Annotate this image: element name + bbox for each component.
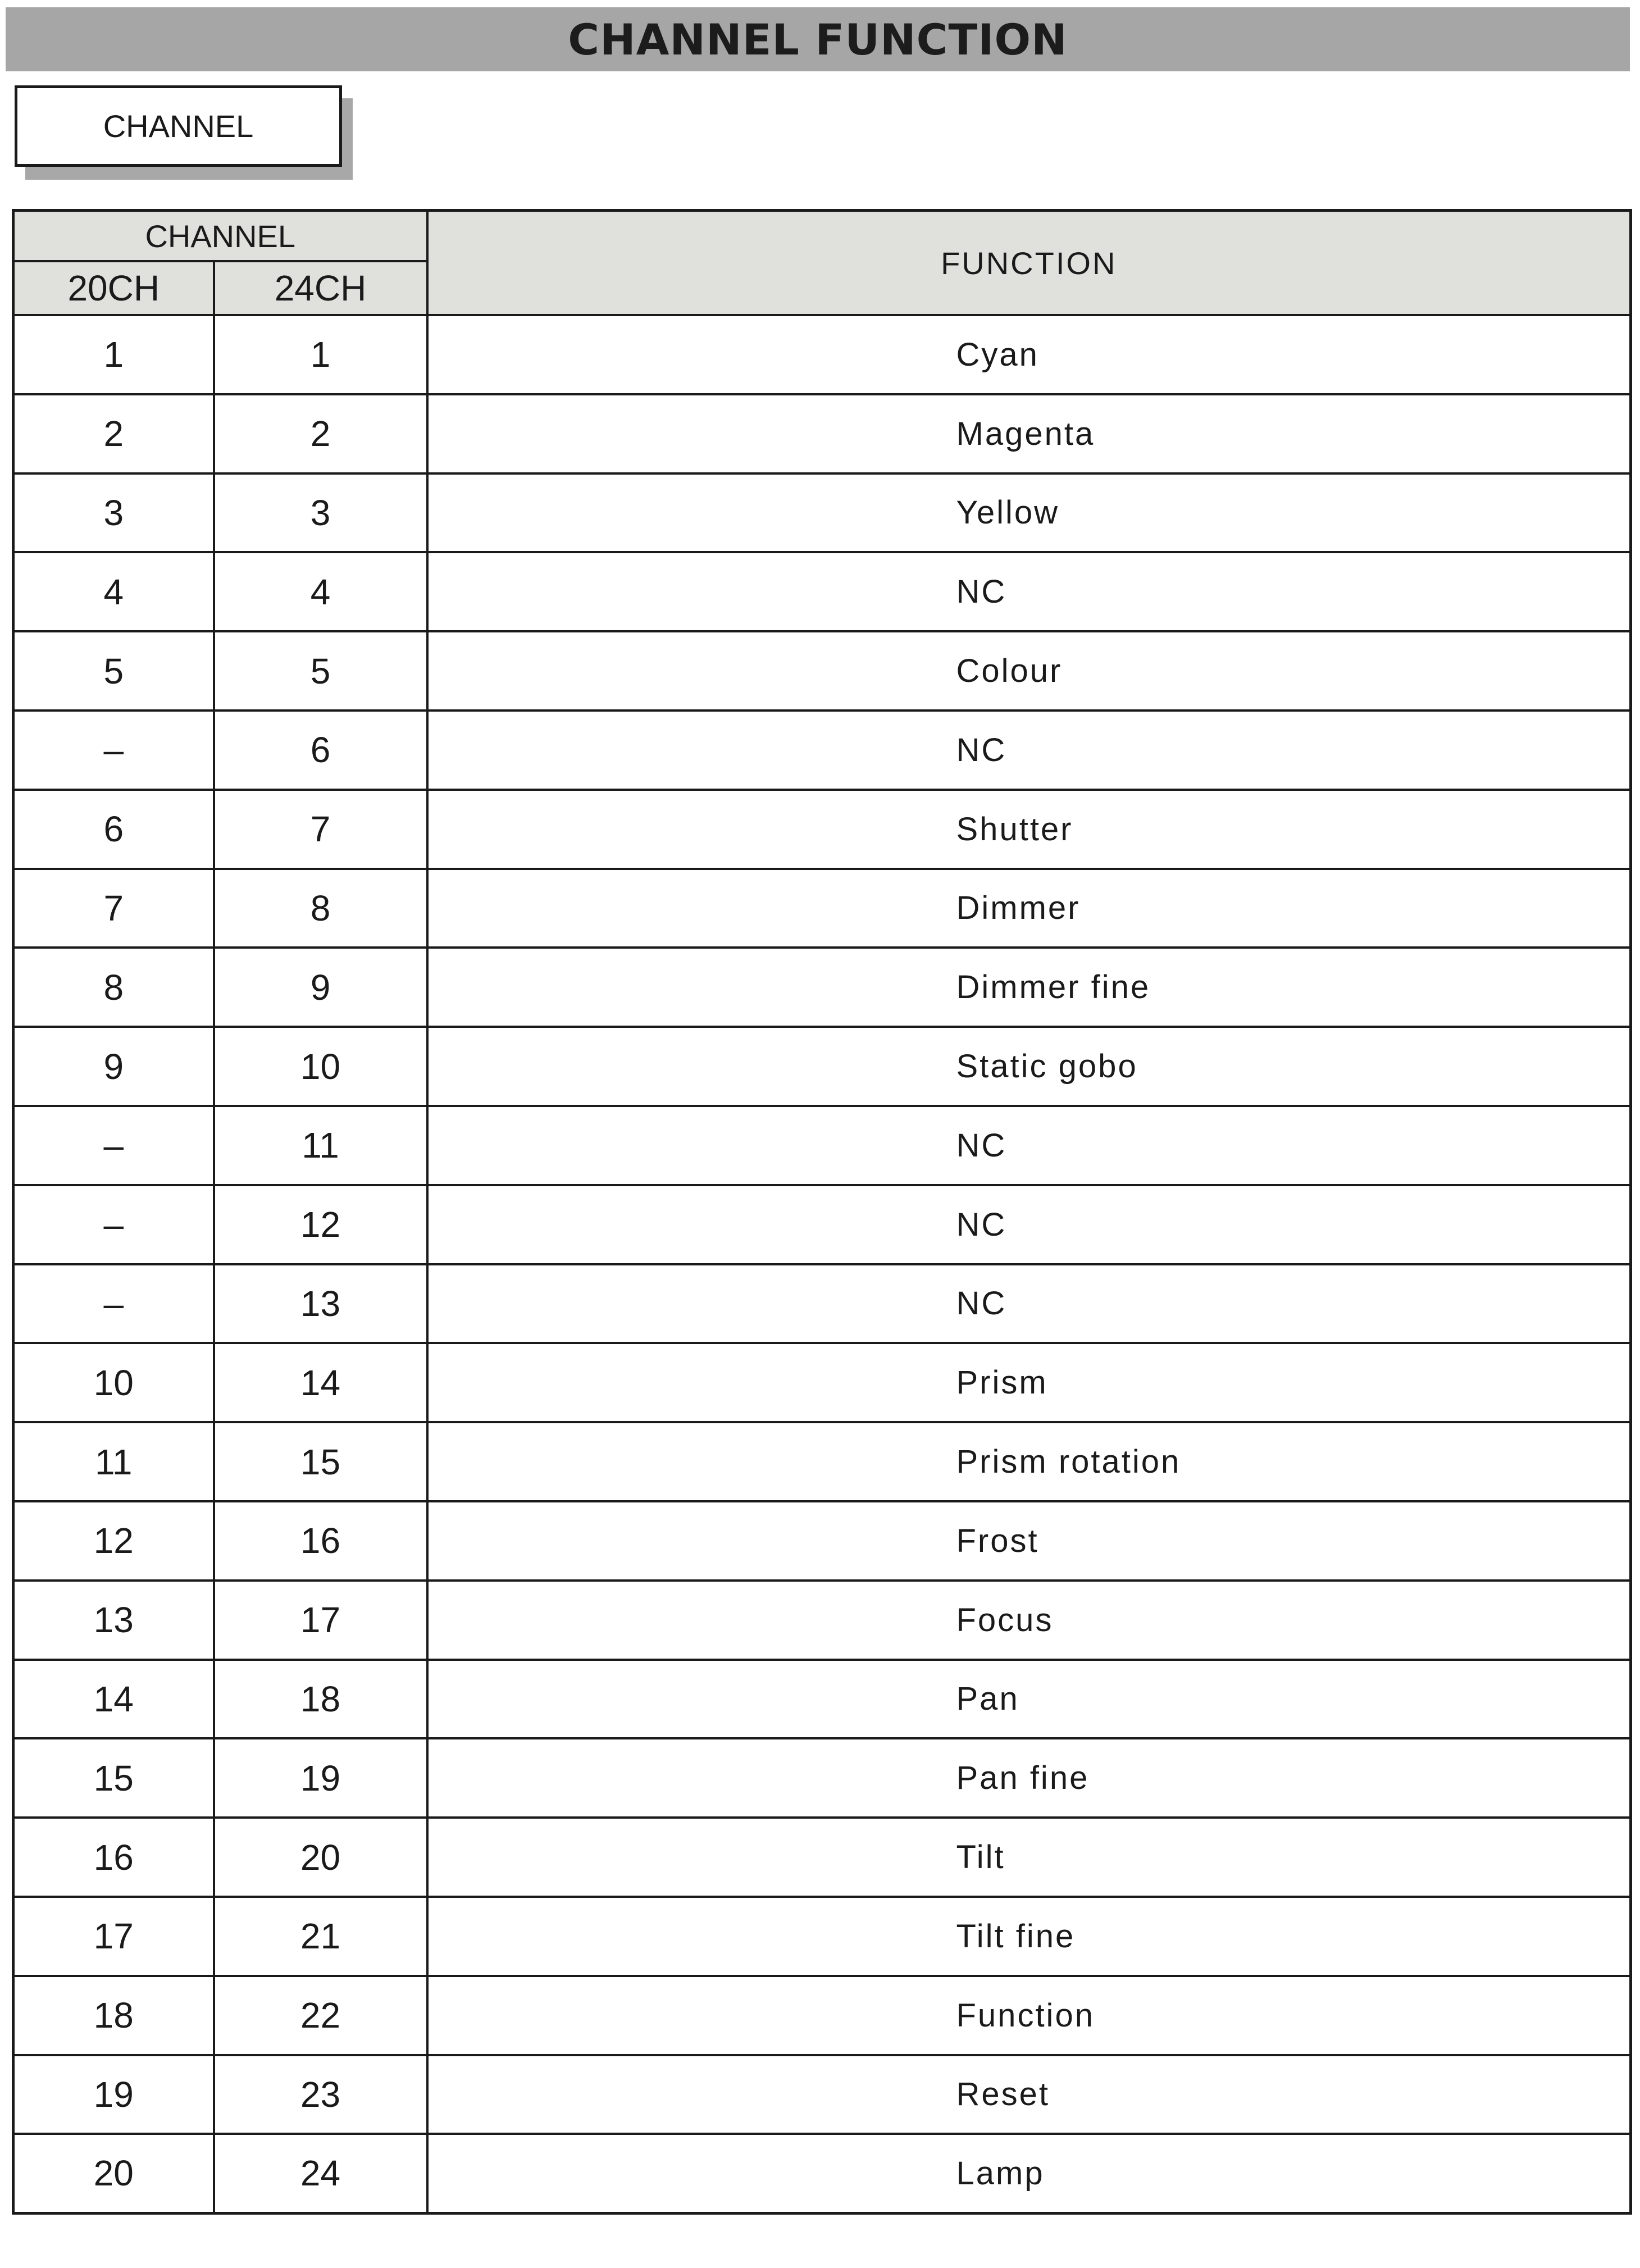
cell-function: Prism rotation [427,1422,1631,1501]
cell-24ch: 20 [214,1818,427,1897]
cell-24ch: 14 [214,1343,427,1422]
cell-24ch: 10 [214,1027,427,1106]
table-row [13,1185,1631,1264]
cell-24ch: 1 [214,315,427,394]
cell-24ch: 15 [214,1422,427,1501]
table-row [13,1897,1631,1976]
table-row [13,711,1631,790]
table-row [13,1818,1631,1897]
cell-20ch: – [13,1264,214,1344]
header-function: FUNCTION [427,211,1631,316]
cell-24ch: 9 [214,948,427,1027]
cell-24ch: 18 [214,1660,427,1739]
cell-24ch: 4 [214,552,427,631]
cell-20ch: 15 [13,1738,214,1818]
table-row [13,2134,1631,2213]
cell-function: Magenta [427,394,1631,473]
cell-20ch: 14 [13,1660,214,1739]
cell-20ch: 3 [13,473,214,553]
cell-24ch: 7 [214,790,427,869]
cell-function: NC [427,1185,1631,1264]
page-title: CHANNEL FUNCTION [568,14,1068,65]
table-row [13,948,1631,1027]
cell-function: Pan [427,1660,1631,1739]
table-row [13,1738,1631,1818]
cell-24ch: 6 [214,711,427,790]
table-row [13,1422,1631,1501]
cell-function: NC [427,1264,1631,1344]
cell-20ch: 4 [13,552,214,631]
cell-function: Static gobo [427,1027,1631,1106]
cell-20ch: 2 [13,394,214,473]
table-row [13,1660,1631,1739]
cell-20ch: 10 [13,1343,214,1422]
cell-20ch: 7 [13,869,214,948]
cell-function: Shutter [427,790,1631,869]
cell-function: Cyan [427,315,1631,394]
table-row [13,790,1631,869]
cell-function: Tilt fine [427,1897,1631,1976]
cell-24ch: 13 [214,1264,427,1344]
header-20ch: 20CH [13,261,214,315]
channel-function-table [12,209,1632,2215]
table-row [13,1976,1631,2055]
cell-24ch: 3 [214,473,427,553]
cell-20ch: – [13,1185,214,1264]
cell-function: Pan fine [427,1738,1631,1818]
cell-20ch: 17 [13,1897,214,1976]
cell-24ch: 12 [214,1185,427,1264]
cell-20ch: 8 [13,948,214,1027]
table-row [13,2055,1631,2134]
cell-20ch: 20 [13,2134,214,2213]
table-row [13,1501,1631,1581]
cell-function: Function [427,1976,1631,2055]
cell-20ch: 18 [13,1976,214,2055]
table-body [13,315,1631,2213]
cell-24ch: 22 [214,1976,427,2055]
table-row [13,552,1631,631]
table-row [13,869,1631,948]
section-label-box [15,85,342,167]
cell-20ch: 11 [13,1422,214,1501]
cell-function: Colour [427,631,1631,711]
cell-function: Yellow [427,473,1631,553]
cell-function: Prism [427,1343,1631,1422]
section-label: CHANNEL [103,108,254,144]
cell-20ch: 5 [13,631,214,711]
cell-20ch: 16 [13,1818,214,1897]
table-row [13,315,1631,394]
channel-table-container [12,209,1629,2215]
cell-24ch: 17 [214,1581,427,1660]
cell-function: Reset [427,2055,1631,2134]
cell-function: NC [427,711,1631,790]
table-row [13,473,1631,553]
header-24ch: 24CH [214,261,427,315]
cell-24ch: 23 [214,2055,427,2134]
table-row [13,1343,1631,1422]
cell-function: Dimmer [427,869,1631,948]
cell-function: Dimmer fine [427,948,1631,1027]
cell-20ch: 9 [13,1027,214,1106]
table-row [13,1106,1631,1185]
table-row [13,631,1631,711]
cell-24ch: 16 [214,1501,427,1581]
header-channel: CHANNEL [13,211,427,262]
cell-function: Frost [427,1501,1631,1581]
table-row [13,394,1631,473]
cell-function: Tilt [427,1818,1631,1897]
cell-function: Lamp [427,2134,1631,2213]
cell-20ch: 1 [13,315,214,394]
cell-20ch: 12 [13,1501,214,1581]
cell-24ch: 2 [214,394,427,473]
cell-20ch: 19 [13,2055,214,2134]
cell-function: NC [427,1106,1631,1185]
table-row [13,1264,1631,1344]
cell-function: Focus [427,1581,1631,1660]
cell-24ch: 8 [214,869,427,948]
cell-20ch: 13 [13,1581,214,1660]
table-row [13,1027,1631,1106]
title-bar [6,7,1630,71]
cell-24ch: 24 [214,2134,427,2213]
table-row [13,1581,1631,1660]
cell-20ch: – [13,1106,214,1185]
cell-24ch: 5 [214,631,427,711]
cell-20ch: – [13,711,214,790]
cell-24ch: 21 [214,1897,427,1976]
cell-20ch: 6 [13,790,214,869]
cell-function: NC [427,552,1631,631]
cell-24ch: 11 [214,1106,427,1185]
cell-24ch: 19 [214,1738,427,1818]
